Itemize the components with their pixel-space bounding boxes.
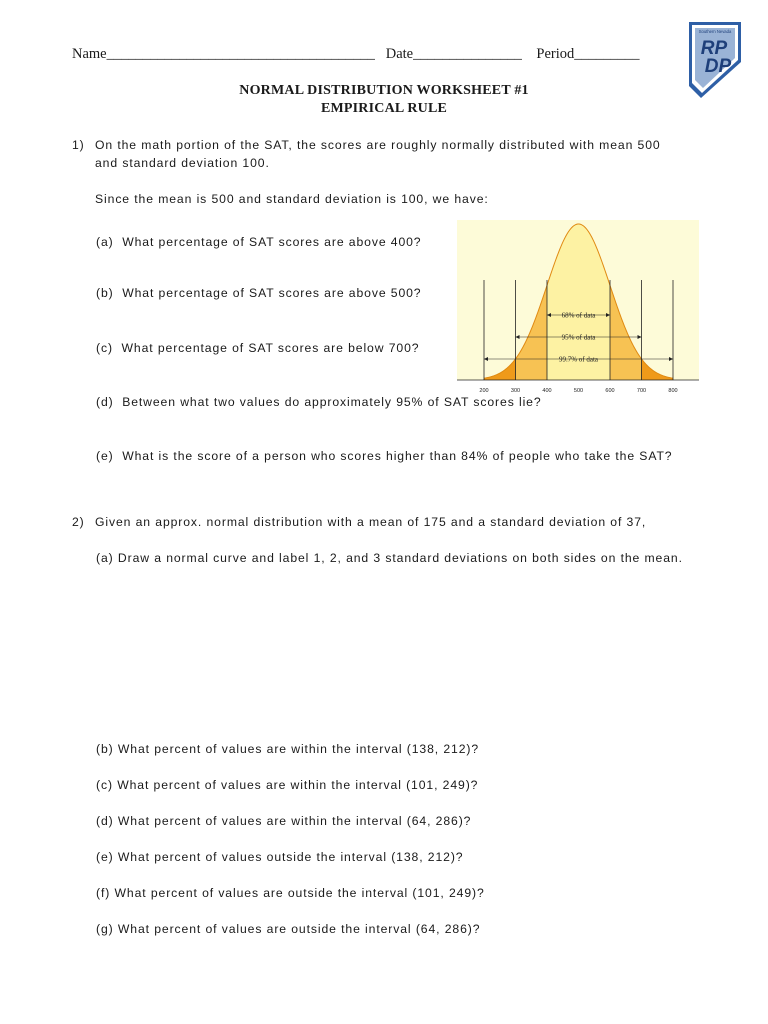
q2-text: Given an approx. normal distribution with a mean of 175 and a standard deviation of 37, [95, 515, 647, 529]
x-tick-label-700: 700 [636, 388, 647, 394]
period-label: Period [536, 46, 575, 62]
header-line [72, 46, 639, 63]
q2-part-c: (c) What percent of values are within the interval (101, 249)? [96, 778, 479, 792]
q2-part-d: (d) What percent of values are within the interval (64, 286)? [96, 814, 472, 828]
logo-rp: RP [700, 38, 728, 59]
q2-number: 2) [72, 515, 85, 529]
date-field[interactable]: _______________ [413, 46, 522, 62]
interval-label: 99.7% of data [558, 355, 599, 364]
x-tick-label-800: 800 [668, 388, 678, 394]
q1-intro: Since the mean is 500 and standard deviation is 100, we have: [95, 192, 489, 206]
period-field[interactable]: _________ [574, 46, 640, 62]
name-label: Name [72, 46, 107, 62]
q2-part-g: (g) What percent of values are outside the interval (64, 286)? [96, 922, 481, 936]
date-label: Date [385, 46, 414, 62]
empirical-rule-chart [457, 220, 699, 398]
q1-part-c: (c) What percentage of SAT scores are below 700? [96, 341, 420, 355]
worksheet-title: NORMAL DISTRIBUTION WORKSHEET #1 [239, 83, 529, 98]
q2-part-a: (a) Draw a normal curve and label 1, 2, and 3 standard deviations on both sides on the mean. [96, 551, 683, 565]
q1-part-a: (a) What percentage of SAT scores are above 400? [96, 235, 422, 249]
x-tick-label-200: 200 [479, 388, 489, 394]
interval-label: 68% of data [561, 311, 596, 320]
logo-dp: DP [704, 56, 732, 77]
x-tick-label-300: 300 [510, 388, 521, 394]
x-tick-label-400: 400 [542, 388, 552, 394]
worksheet-subtitle: EMPIRICAL RULE [320, 101, 448, 116]
q2-part-e: (e) What percent of values outside the interval (138, 212)? [96, 850, 464, 864]
x-tick-label-500: 500 [573, 388, 584, 394]
q1-text-line2: and standard deviation 100. [95, 156, 270, 170]
x-tick-label-600: 600 [605, 388, 615, 394]
q2-part-f: (f) What percent of values are outside the interval (101, 249)? [96, 886, 485, 900]
name-field[interactable]: _____________________________________ [106, 46, 375, 62]
q1-part-e: (e) What is the score of a person who scores higher than 84% of people who take the SAT? [96, 449, 673, 463]
q1-part-b: (b) What percentage of SAT scores are above 500? [96, 286, 422, 300]
q1-part-d: (d) Between what two values do approximately 95% of SAT scores lie? [96, 395, 542, 409]
q2-part-b: (b) What percent of values are within the interval (138, 212)? [96, 742, 480, 756]
q1-number: 1) [72, 138, 85, 152]
logo-top-text: Southern Nevada [698, 29, 732, 34]
q1-text-line1: On the math portion of the SAT, the scores are roughly normally distributed with mean 500 [95, 138, 661, 152]
interval-label: 95% of data [561, 333, 596, 342]
